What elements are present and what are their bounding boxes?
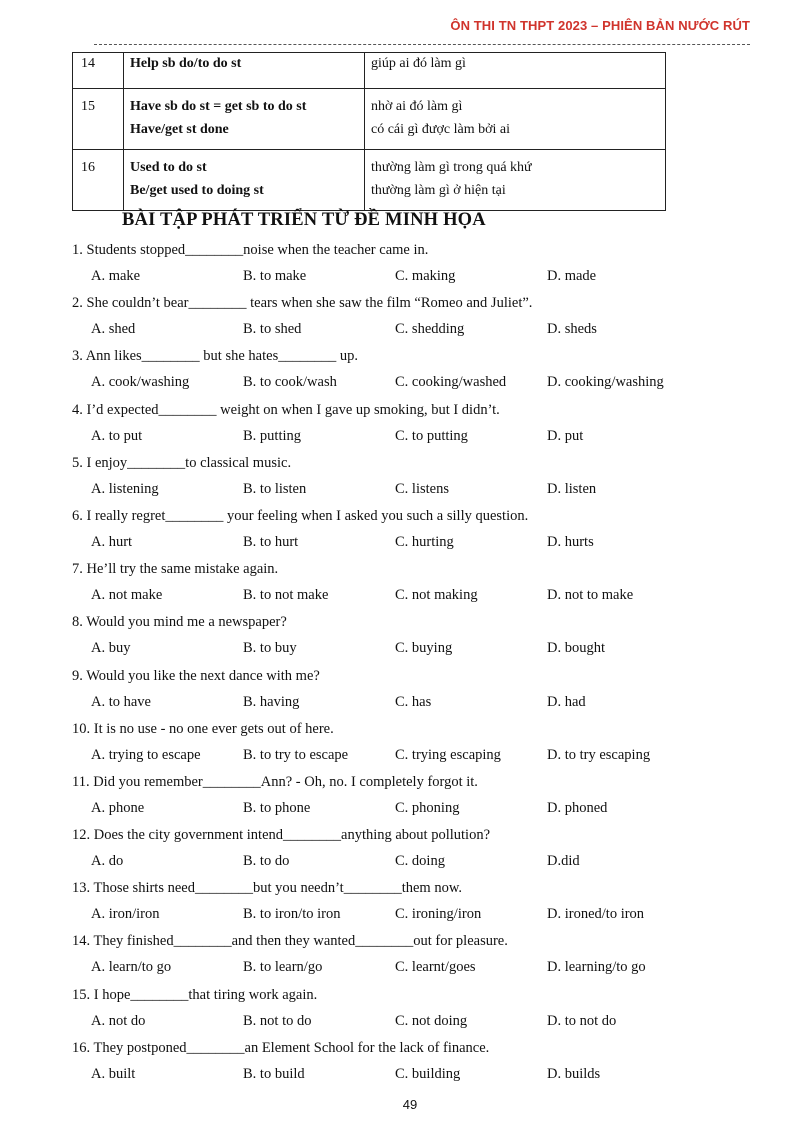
answer-options (72, 957, 752, 977)
answer-option-c: C. phoning (395, 799, 460, 816)
meaning-text: thường làm gì ở hiện tại (371, 183, 506, 198)
answer-option-b: B. to make (243, 268, 307, 284)
question-stem: 9. Would you like the next dance with me? (72, 667, 320, 684)
table-row (73, 53, 666, 89)
question-stem: 3. Ann likes________ but she hates________ up. (72, 348, 358, 365)
meaning-text: nhờ ai đó làm gì (371, 99, 463, 114)
question-item (72, 559, 752, 612)
answer-option-d: D. cooking/washing (547, 374, 664, 391)
answer-option-c: C. to putting (395, 427, 468, 444)
answer-option-d: D. hurts (547, 533, 594, 550)
answer-option-b: B. to shed (243, 321, 302, 338)
answer-option-d: D. ironed/to iron (547, 906, 645, 923)
running-header-title: ÔN THI TN THPT 2023 – PHIÊN BẢN NƯỚC RÚT (450, 18, 750, 33)
answer-options (72, 638, 752, 658)
question-stem: 8. Would you mind me a newspaper? (72, 614, 287, 631)
question-item (72, 666, 752, 719)
question-stem: 2. She couldn’t bear________ tears when she saw the film “Romeo and Juliet”. (72, 295, 533, 312)
answer-option-a: A. cook/washing (91, 374, 190, 391)
answer-option-b: B. not to do (243, 1012, 312, 1029)
question-stem: 6. I really regret________ your feeling when I asked you such a silly question. (72, 507, 529, 524)
answer-option-a: A. built (91, 1065, 136, 1082)
answer-option-c: C. ironing/iron (395, 906, 482, 923)
question-item (72, 825, 752, 878)
question-item (72, 719, 752, 772)
answer-options (72, 798, 752, 818)
meaning-text: có cái gì được làm bởi ai (371, 122, 511, 137)
answer-option-d: D. builds (547, 1065, 601, 1082)
answer-option-d: D.did (547, 853, 580, 870)
question-stem: 13. Those shirts need________but you needn’t________them now. (72, 880, 462, 897)
section-title: BÀI TẬP PHÁT TRIỂN TỪ ĐỀ MINH HỌA (122, 210, 486, 230)
answer-option-d: D. listen (547, 480, 597, 497)
grammar-structure-table (72, 52, 666, 211)
answer-options (72, 692, 752, 712)
question-stem: 4. I’d expected________ weight on when I gave up smoking, but I didn’t. (72, 401, 500, 418)
meaning-text: thường làm gì trong quá khứ (371, 160, 532, 175)
answer-option-d: D. not to make (547, 587, 634, 604)
answer-option-d: D. phoned (547, 799, 608, 816)
answer-options (72, 851, 752, 871)
row-number: 14 (73, 53, 124, 89)
answer-option-d: D. to not do (547, 1012, 617, 1029)
answer-option-c: C. buying (395, 640, 453, 657)
answer-options (72, 1064, 752, 1084)
answer-option-b: B. to learn/go (243, 959, 323, 976)
answer-option-a: A. iron/iron (91, 906, 160, 923)
question-item (72, 985, 752, 1038)
answer-option-a: A. trying to escape (91, 746, 201, 763)
table-row (73, 150, 666, 211)
answer-options (72, 532, 752, 552)
answer-options (72, 585, 752, 605)
answer-option-b: B. to buy (243, 640, 297, 657)
answer-options (72, 372, 752, 392)
row-number: 15 (73, 89, 124, 150)
structure-text: Used to do st (130, 160, 207, 175)
answer-option-a: A. shed (91, 321, 136, 338)
structure-cell (124, 53, 365, 89)
answer-option-c: C. learnt/goes (395, 959, 476, 976)
answer-option-b: B. to iron/to iron (243, 906, 341, 923)
answer-option-b: B. to phone (243, 799, 311, 816)
question-item (72, 1038, 752, 1091)
question-stem: 15. I hope________that tiring work again. (72, 986, 318, 1003)
meaning-cell (365, 53, 666, 89)
question-stem: 7. He’ll try the same mistake again. (72, 561, 279, 578)
answer-options (72, 745, 752, 765)
question-item (72, 878, 752, 931)
answer-option-a: A. listening (91, 480, 159, 497)
answer-option-d: D. to try escaping (547, 746, 651, 763)
answer-option-a: A. do (91, 853, 124, 870)
answer-option-c: C. building (395, 1065, 461, 1082)
answer-option-c: C. listens (395, 480, 449, 497)
answer-option-d: D. learning/to go (547, 959, 646, 976)
answer-option-c: C. trying escaping (395, 746, 501, 763)
answer-option-c: C. making (395, 268, 456, 284)
answer-options (72, 1011, 752, 1031)
answer-option-c: C. has (395, 693, 432, 710)
meaning-text: giúp ai đó làm gì (371, 56, 466, 71)
meaning-cell (365, 150, 666, 211)
meaning-cell (365, 89, 666, 150)
question-list (72, 240, 752, 1091)
question-item (72, 400, 752, 453)
answer-option-b: B. to build (243, 1065, 305, 1082)
question-stem: 12. Does the city government intend________anything about pollution? (72, 827, 491, 844)
question-item (72, 346, 752, 399)
question-stem: 1. Students stopped________noise when the teacher came in. (72, 242, 429, 258)
answer-options (72, 319, 752, 339)
answer-option-a: A. to put (91, 427, 143, 444)
page-number: 49 (402, 1097, 418, 1112)
answer-option-d: D. bought (547, 640, 605, 657)
answer-option-d: D. made (547, 268, 597, 284)
answer-option-a: A. phone (91, 799, 145, 816)
table-row (73, 89, 666, 150)
question-stem: 10. It is no use - no one ever gets out of here. (72, 720, 334, 737)
answer-option-b: B. to not make (243, 587, 329, 604)
structure-text: Have sb do st = get sb to do st (130, 99, 307, 114)
answer-option-b: B. to listen (243, 480, 307, 497)
header-divider (94, 44, 750, 45)
question-item (72, 772, 752, 825)
answer-options (72, 479, 752, 499)
question-item (72, 612, 752, 665)
structure-cell (124, 89, 365, 150)
answer-option-c: C. not doing (395, 1012, 468, 1029)
question-stem: 14. They finished________and then they wanted________out for pleasure. (72, 933, 508, 950)
answer-option-b: B. to try to escape (243, 746, 349, 763)
question-item (72, 293, 752, 346)
question-stem: 16. They postponed________an Element School for the lack of finance. (72, 1039, 490, 1056)
answer-option-c: C. hurting (395, 533, 454, 550)
answer-options (72, 904, 752, 924)
structure-text: Have/get st done (130, 122, 229, 137)
answer-option-c: C. doing (395, 853, 445, 870)
answer-option-b: B. having (243, 693, 300, 710)
answer-option-b: B. to cook/wash (243, 374, 337, 391)
answer-option-b: B. to do (243, 853, 290, 870)
question-item (72, 453, 752, 506)
answer-option-a: A. not make (91, 587, 163, 604)
answer-option-a: A. learn/to go (91, 959, 172, 976)
answer-option-a: A. hurt (91, 533, 133, 550)
answer-option-a: A. not do (91, 1012, 146, 1029)
answer-option-b: B. putting (243, 427, 302, 444)
answer-option-a: A. buy (91, 640, 131, 657)
answer-option-b: B. to hurt (243, 533, 299, 550)
answer-options (72, 266, 752, 286)
answer-option-c: C. shedding (395, 321, 465, 338)
question-item (72, 240, 752, 293)
question-stem: 11. Did you remember________Ann? - Oh, no. I completely forgot it. (72, 773, 478, 790)
structure-cell (124, 150, 365, 211)
question-item (72, 931, 752, 984)
question-stem: 5. I enjoy________to classical music. (72, 454, 292, 471)
answer-option-c: C. cooking/washed (395, 374, 507, 391)
row-number: 16 (73, 150, 124, 211)
answer-options (72, 426, 752, 446)
answer-option-d: D. had (547, 693, 586, 710)
answer-option-d: D. sheds (547, 321, 597, 338)
structure-text: Be/get used to doing st (130, 183, 264, 198)
answer-option-a: A. make (91, 268, 141, 284)
structure-text: Help sb do/to do st (130, 56, 242, 71)
answer-option-d: D. put (547, 427, 584, 444)
answer-option-c: C. not making (395, 587, 478, 604)
question-item (72, 506, 752, 559)
answer-option-a: A. to have (91, 693, 151, 710)
